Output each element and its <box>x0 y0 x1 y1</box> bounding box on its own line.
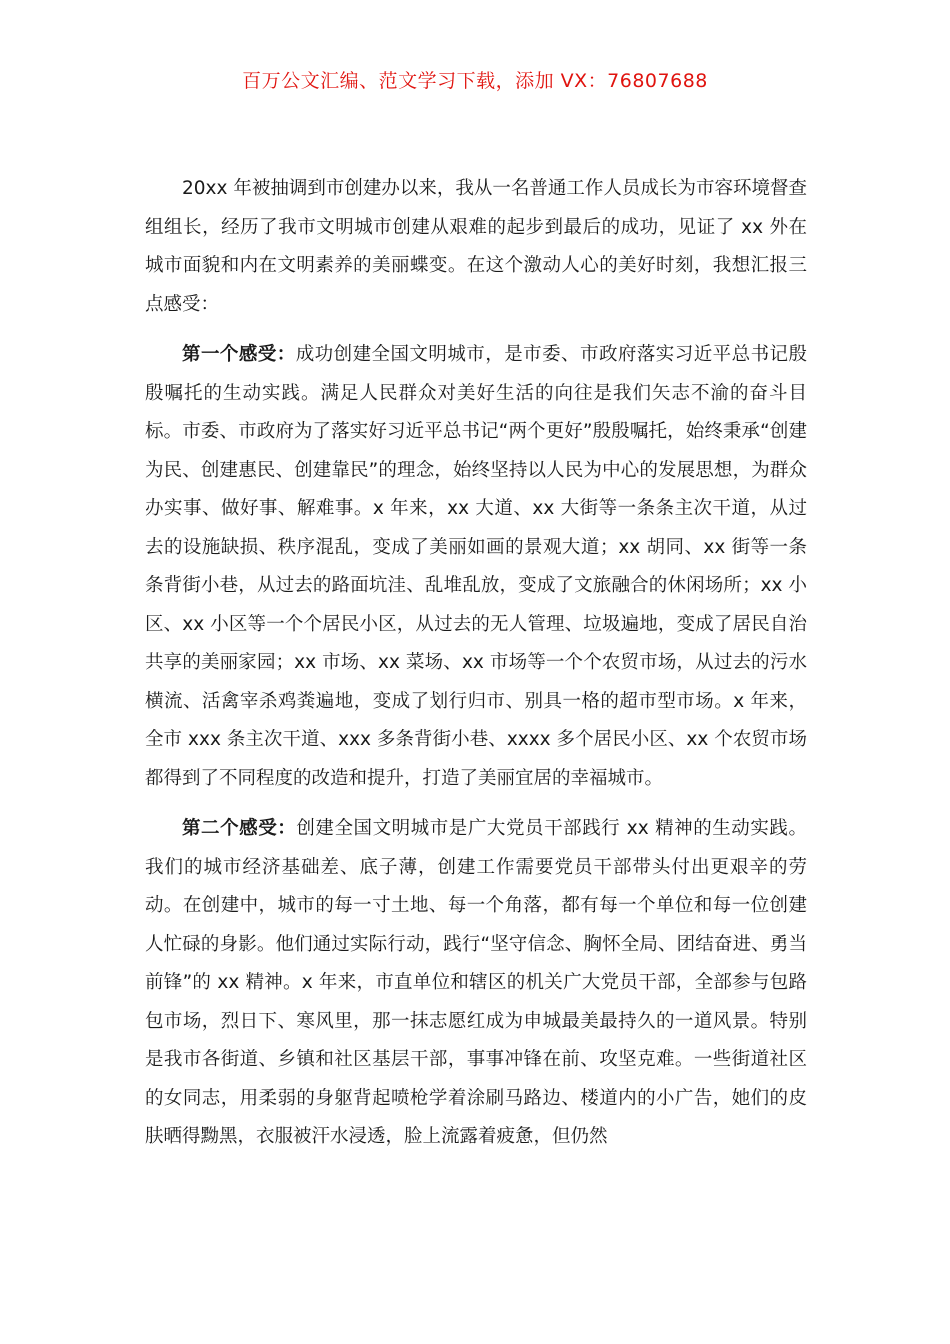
paragraph-feeling-2 <box>145 810 807 1157</box>
paragraph-text: 20xx 年被抽调到市创建办以来，我从一名普通工作人员成长为市容环境督查组组长，经历了我市文明城市创建从艰难的起步到最后的成功，见证了 xx 外在城市面貌和内在文明素养的美丽蝶变。在这个激动人心的美好时刻，我想汇报三点感受： <box>145 178 807 315</box>
document-body <box>145 170 807 1169</box>
paragraph-lead: 第一个感受： <box>182 344 296 365</box>
paragraph-feeling-1 <box>145 336 807 798</box>
watermark-header: 百万公文汇编、范文学习下载，添加 VX：76807688 <box>242 70 708 92</box>
paragraph-intro <box>145 170 807 324</box>
paragraph-lead: 第二个感受： <box>182 818 297 839</box>
paragraph-text: 创建全国文明城市是广大党员干部践行 xx 精神的生动实践。我们的城市经济基础差、底子薄，创建工作需要党员干部带头付出更艰辛的劳动。在创建中，城市的每一寸土地、每一个角落，都有每一个单位和每一位创建人忙碌的身影。他们通过实际行动，践行“坚守信念、胸怀全局、团结奋进、勇当前锋”的 xx 精神。x 年来，市直单位和辖区的机关广大党员干部，全部参与包路包市场，烈日下、寒风里，那一抹志愿红成为申城最美最持久的一道风景。特别是我市各街道、乡镇和社区基层干部，事事冲锋在前、攻坚克难。一些街道社区的女同志，用柔弱的身躯背起喷枪学着涂刷马路边、楼道内的小广告，她们的皮肤晒得黝黑，衣服被汗水浸透，脸上流露着疲惫，但仍然 <box>145 818 807 1147</box>
paragraph-text: 成功创建全国文明城市，是市委、市政府落实习近平总书记殷殷嘱托的生动实践。满足人民群众对美好生活的向往是我们矢志不渝的奋斗目标。市委、市政府为了落实好习近平总书记“两个更好”殷殷嘱托，始终秉承“创建为民、创建惠民、创建靠民”的理念，始终坚持以人民为中心的发展思想，为群众办实事、做好事、解难事。x 年来，xx 大道、xx 大街等一条条主次干道，从过去的设施缺损、秩序混乱，变成了美丽如画的景观大道；xx 胡同、xx 街等一条条背街小巷，从过去的路面坑洼、乱堆乱放，变成了文旅融合的休闲场所；xx 小区、xx 小区等一个个居民小区，从过去的无人管理、垃圾遍地，变成了居民自治共享的美丽家园；xx 市场、xx 菜场、xx 市场等一个个农贸市场，从过去的污水横流、活禽宰杀鸡粪遍地，变成了划行归市、别具一格的超市型市场。x 年来，全市 xxx 条主次干道、xxx 多条背街小巷、xxxx 多个居民小区、xx 个农贸市场都得到了不同程度的改造和提升，打造了美丽宜居的幸福城市。 <box>145 344 807 789</box>
